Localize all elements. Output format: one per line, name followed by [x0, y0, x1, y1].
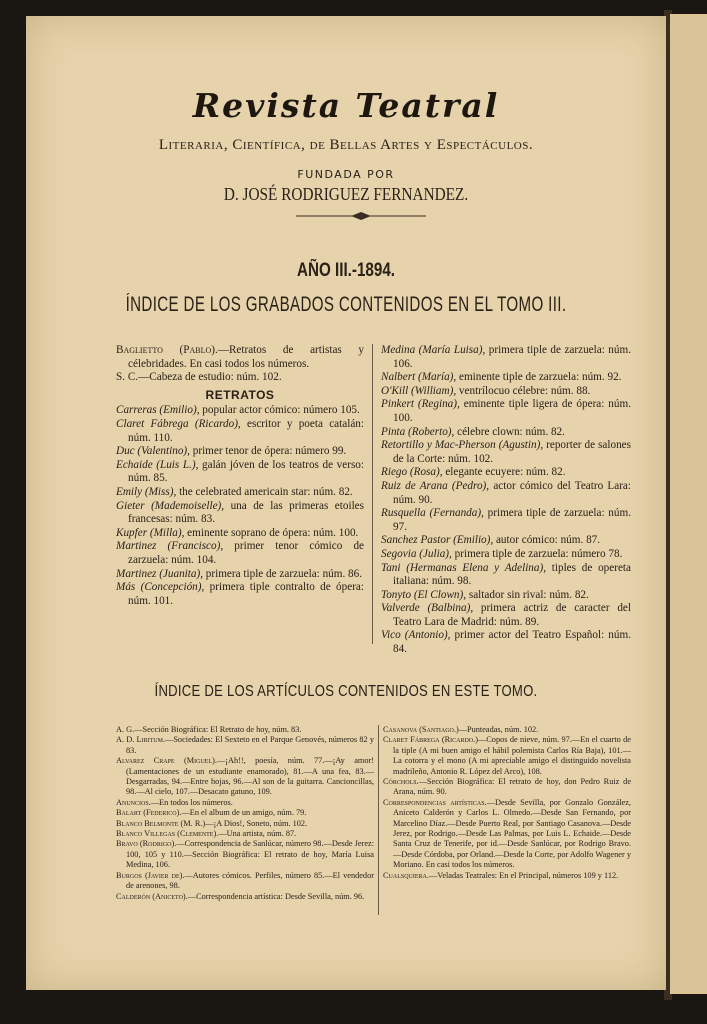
- entry-text: —Cabeza de estudio: núm. 102.: [138, 371, 282, 384]
- index-entry: [381, 562, 631, 589]
- index-entry: [381, 385, 631, 399]
- entry-text: —En todos los números.: [150, 797, 233, 807]
- entry-text: reporter de salones de la Corte: núm. 102.: [393, 439, 631, 465]
- entry-text: primera tiple de zarzuela: núm. 86.: [203, 567, 363, 580]
- entry-name: Pinta (Roberto),: [381, 425, 455, 438]
- entry-name: Medina (María Luisa),: [381, 344, 486, 356]
- entry-text: —Correspondencia artística: Desde Sevilla, núm. 96.: [187, 891, 365, 901]
- entry-name: Sanchez Pastor (Emilio),: [381, 534, 494, 547]
- index-entry: [116, 486, 364, 500]
- index-entry: [381, 371, 631, 385]
- entry-name: Córchols.: [383, 777, 419, 787]
- index-entry: [381, 534, 631, 548]
- entry-name: Emily (Miss),: [116, 485, 177, 498]
- index-entry: [116, 344, 364, 371]
- masthead-subtitle: Literaria, Científica, de Bellas Artes y Espectáculos.: [158, 137, 534, 153]
- entry-text: —Retratos de artistas y célebridades. En casi todos los números.: [128, 344, 365, 370]
- entry-name: Bravo (Rodrigo).: [116, 839, 177, 849]
- entry-name: Segovia (Julia),: [381, 547, 452, 560]
- index-entry: [116, 500, 364, 527]
- entry-text: —Sección Biográfica: El retrato de hoy, don Pedro Ruiz de Arana, núm. 90.: [393, 777, 631, 797]
- index-entry: [116, 808, 374, 818]
- index-entry: [116, 527, 364, 541]
- index-entry: [116, 581, 364, 608]
- entry-text: eminente soprano de ópera: núm. 100.: [184, 526, 359, 539]
- entry-text: primera tiple contralto de ópera: núm. 101.: [128, 581, 365, 607]
- entry-name: Echaide (Luis L.),: [116, 458, 199, 471]
- entry-text: célebre clown: núm. 82.: [454, 425, 565, 438]
- entry-name: Balart (Federico).: [116, 808, 182, 818]
- entry-name: Alvarez Crape (Miguel).: [116, 756, 217, 766]
- entry-text: saltador sin rival: núm. 82.: [466, 588, 589, 601]
- entry-name: O'Kill (William),: [381, 384, 457, 397]
- entry-text: —Punteadas, núm. 102.: [458, 725, 539, 734]
- entry-text: —Copos de nieve, núm. 97.—En el cuarto de la tiple (A mi buen amigo el hábil polemista Carlos Ría Baja), 101.—La cotorra y el mono (A mi apreciable amigo el distinguido novelista madrileño, Antonio R. López del Arco), 108.: [393, 735, 631, 776]
- adjacent-page-edge: [670, 14, 707, 994]
- index-entry: [116, 871, 374, 892]
- entry-text: tiples de opereta italiana: núm. 98.: [393, 561, 631, 588]
- column-divider-articulos: [378, 725, 379, 915]
- index-entry: [381, 548, 631, 562]
- entry-text: —En el album de un amigo, núm. 79.: [181, 808, 307, 818]
- index-entry: [116, 819, 374, 829]
- index-entry: [116, 445, 364, 459]
- entry-text: —¡Ah!!, poesía, núm. 77.—¡Ay amor! (Lamentaciones de un estudiante enamorado), 81.—A una fea, 83.—Desgarradas, 94.—Entre hojas, 96.—Al son de la guitarra. Cancioncillas, 98.—Al cielo, 107.—Desacato gatuno, 109.: [126, 756, 375, 797]
- entry-text: una de las primeras etoiles francesas: núm. 83.: [128, 499, 364, 526]
- grabados-heading: ÍNDICE DE LOS GRABADOS CONTENIDOS EN EL TOMO III.: [125, 293, 567, 316]
- entry-text: elegante ecuyere: núm. 82.: [442, 466, 566, 479]
- index-entry: [116, 829, 374, 839]
- entry-name: Blanco Villegas (Clemente).: [116, 829, 219, 839]
- entry-text: —Sección Biográfica: El Retrato de hoy, núm. 83.: [134, 725, 302, 734]
- entry-text: primera tiple de zarzuela: núm. 97.: [393, 507, 631, 533]
- entry-name: Rusquella (Fernanda),: [381, 507, 484, 520]
- entry-name: Kupfer (Milla),: [116, 526, 185, 539]
- articulos-right-column: [383, 725, 631, 881]
- retratos-heading: RETRATOS: [205, 387, 275, 402]
- entry-text: —¡A Dios!, Soneto, núm. 102.: [205, 818, 308, 828]
- entry-text: escritor y poeta catalán: núm. 110.: [128, 417, 364, 444]
- grabados-right-column: [381, 344, 631, 657]
- entry-name: Claret Fábrega (Ricardo.): [383, 735, 478, 745]
- index-entry: [381, 480, 631, 507]
- index-entry: [116, 540, 364, 567]
- entry-name: Burgos (Javier de).: [116, 870, 185, 880]
- entry-name: Anuncios.: [116, 797, 151, 807]
- entry-name: Cualsquiera.: [383, 870, 429, 880]
- entry-name: Tani (Hermanas Elena y Adelina),: [381, 561, 547, 574]
- entry-text: —Sociedades: El Sexteto en el Parque Genovés, números 82 y 83.: [126, 735, 374, 755]
- entry-name: Baglietto (Pablo).: [116, 344, 218, 356]
- index-entry: [116, 568, 364, 582]
- entry-name: Gieter (Mademoiselle),: [116, 499, 225, 512]
- entry-name: A. D. Liritum.: [116, 735, 166, 745]
- entry-text: galán jóven de los teatros de verso: núm. 85.: [128, 458, 365, 485]
- index-entry: [116, 735, 374, 756]
- index-entry: [116, 798, 374, 808]
- entry-name: Vico (Antonio),: [381, 629, 451, 642]
- index-entry: [116, 404, 364, 418]
- articulos-left-column: [116, 725, 374, 902]
- entry-name: A. G.: [116, 725, 135, 734]
- document-page: [26, 16, 666, 990]
- entry-text: primer tenor de ópera: número 99.: [189, 445, 347, 458]
- index-entry: [381, 602, 631, 629]
- entry-text: autor cómico: núm. 87.: [493, 534, 601, 547]
- entry-name: Tonyto (El Clown),: [381, 588, 467, 601]
- index-entry: [116, 418, 364, 445]
- entry-name: Martinez (Francisco),: [116, 540, 224, 553]
- index-entry: [383, 798, 631, 871]
- ornament-divider: [296, 211, 426, 221]
- index-entry: [381, 398, 631, 425]
- index-entry: [381, 507, 631, 534]
- entry-text: eminente tiple ligera de ópera: núm. 100.: [393, 398, 631, 424]
- index-entry: [381, 589, 631, 603]
- entry-text: primera tiple de zarzuela: número 78.: [451, 547, 623, 560]
- entry-text: primera actriz de caracter del Teatro Lara de Madrid: núm. 89.: [393, 602, 631, 628]
- entry-text: the celebrated americain star: núm. 82.: [176, 485, 353, 498]
- entry-text: primera tiple de zarzuela: núm. 106.: [393, 344, 631, 370]
- year-heading: AÑO III.-1894.: [297, 260, 395, 281]
- entry-name: Duc (Valentino),: [116, 445, 190, 458]
- entry-name: Más (Concepción),: [116, 581, 205, 594]
- entry-text: ventrílocuo célebre: núm. 88.: [456, 384, 591, 397]
- entry-text: —Una artista, núm. 87.: [218, 829, 297, 839]
- entry-name: Ruiz de Arana (Pedro),: [381, 479, 490, 492]
- entry-text: actor cómico del Teatro Lara: núm. 90.: [393, 479, 632, 506]
- index-entry: [381, 344, 631, 371]
- index-entry: [116, 459, 364, 486]
- entry-text: —Autores cómicos. Perfiles, número 85.—El vendedor de arenones, 98.: [126, 870, 374, 891]
- index-entry: [383, 735, 631, 777]
- index-entry: [383, 725, 631, 735]
- index-entry: [116, 892, 374, 902]
- index-entry: [116, 371, 364, 385]
- index-entry: [116, 725, 374, 735]
- founder-name: D. JOSÉ RODRIGUEZ FERNANDEZ.: [223, 184, 469, 204]
- column-divider: [372, 344, 373, 644]
- entry-name: Nalbert (María),: [381, 371, 457, 384]
- entry-text: —Correspondencia de Sanlúcar, número 98.—Desde Jerez: 100, 105 y 110.—Sección Biográfica: El retrato de hoy, María Luisa Medina, 106.: [126, 839, 374, 870]
- entry-text: primer actor del Teatro Español: núm. 84.: [393, 629, 631, 656]
- entry-name: Correspondencias artísticas.: [383, 797, 487, 807]
- entry-name: Pinkert (Regina),: [381, 398, 460, 411]
- grabados-left-column: [116, 344, 364, 608]
- entry-text: —Desde Sevilla, por Gonzalo González, Aniceto Calderón y Carlos L. Olmedo.—Desde San Fernando, por Marcelino Díaz.—Desde Puerto Real, por Santiago Casanova.—Desde Jerez, por Rodrigo.—Desde Las Palmas, por Luis L. Echaide.—Desde Santa Cruz de Tenerife, por id.—Desde Sanlúcar, por Rodrigo Bravo.—Desde Córdoba, por Orland.—Desde la Corte, por Adolfo Wagener y Moriano. En casi todos los números.: [393, 797, 631, 870]
- index-entry: [383, 871, 631, 881]
- masthead-title: Revista Teatral: [192, 86, 500, 125]
- fundada-label: FUNDADA POR: [297, 168, 395, 181]
- entry-text: primer tenor cómico de zarzuela: núm. 104.: [128, 540, 365, 566]
- entry-name: Retortillo y Mac-Pherson (Agustin),: [381, 439, 544, 452]
- entry-name: Valverde (Balbina),: [381, 602, 474, 615]
- index-entry: [381, 439, 631, 466]
- entry-name: Martinez (Juanita),: [116, 567, 203, 580]
- entry-name: Casanova (Santiago.): [383, 725, 459, 734]
- index-entry: [116, 756, 374, 798]
- entry-name: Riego (Rosa),: [381, 466, 443, 479]
- entry-text: eminente tiple de zarzuela: núm. 92.: [456, 371, 622, 384]
- entry-name: Claret Fábrega (Ricardo),: [116, 417, 241, 430]
- index-entry: [381, 466, 631, 480]
- articulos-heading: ÍNDICE DE LOS ARTÍCULOS CONTENIDOS EN ESTE TOMO.: [154, 683, 538, 700]
- entry-name: S. C.: [116, 371, 139, 384]
- entry-text: —Veladas Teatrales: En el Principal, números 109 y 112.: [428, 870, 619, 880]
- entry-name: Blanco Belmonte (M. R.): [116, 818, 206, 828]
- entry-name: Carreras (Emilio),: [116, 404, 200, 417]
- entry-name: Calderón (Aniceto).: [116, 891, 188, 901]
- index-entry: [383, 777, 631, 798]
- index-entry: [381, 629, 631, 656]
- entry-text: popular actor cómico: número 105.: [199, 404, 360, 417]
- index-entry: [381, 426, 631, 440]
- index-entry: [116, 839, 374, 870]
